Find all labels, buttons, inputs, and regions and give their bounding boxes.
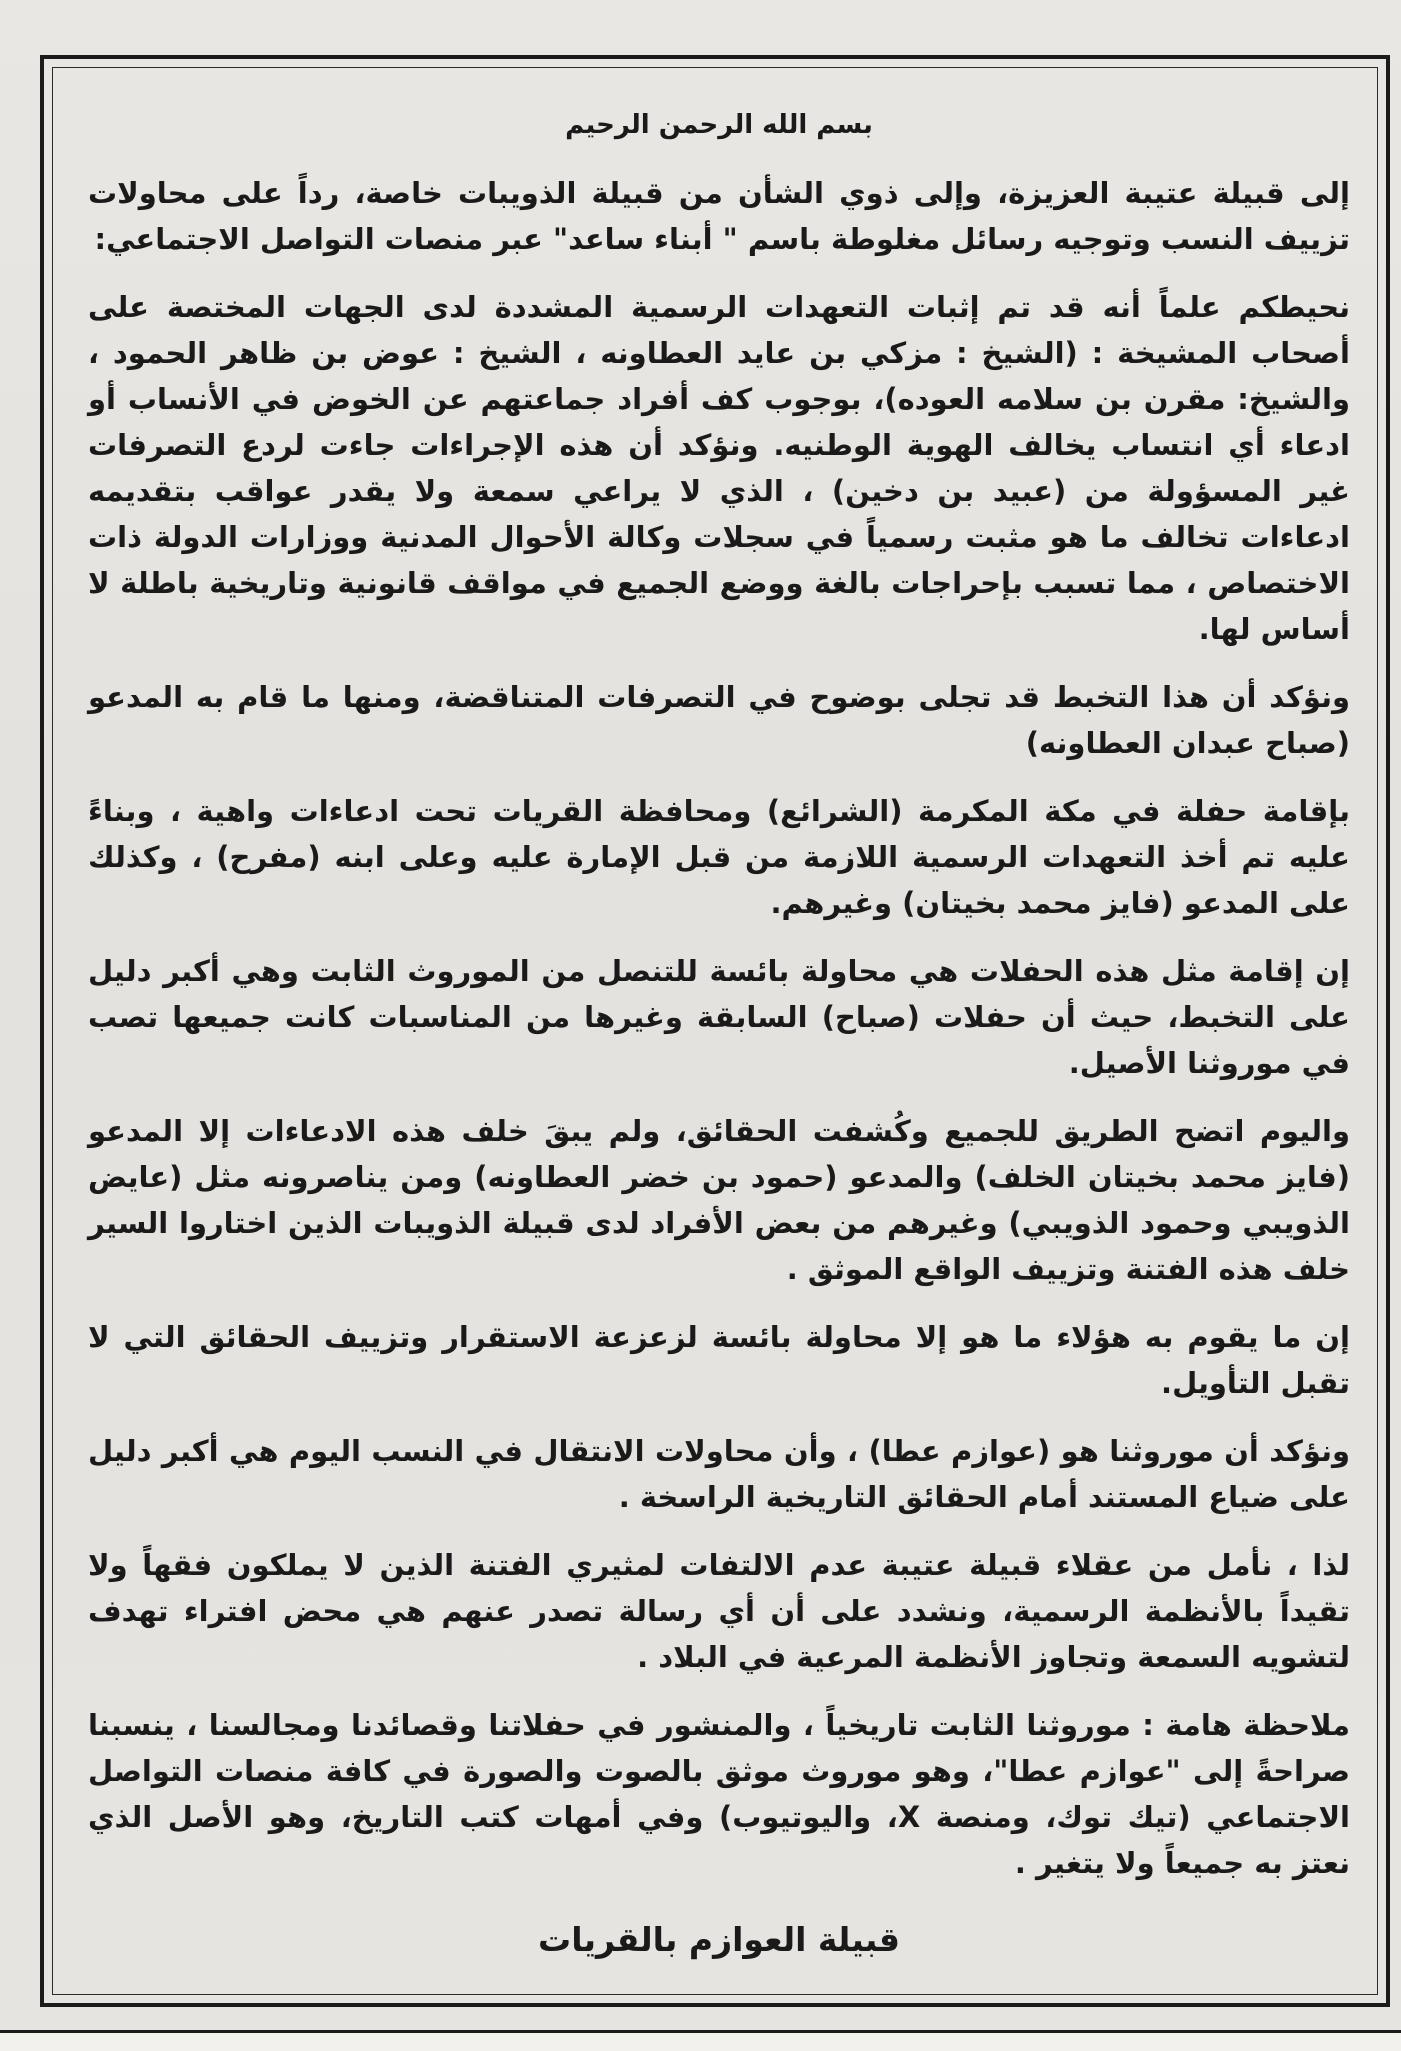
paragraph-heritage: ونؤكد أن موروثنا هو (عوازم عطا) ، وأن محاولات الانتقال في النسب اليوم هي أكبر دليل على ضياع المستند أمام الحقائق التاريخية الراسخة . (88, 1434, 1350, 1514)
basmala-heading: بسم الله الرحمن الرحيم (565, 110, 873, 140)
letter-body (88, 96, 1350, 1959)
paragraph-appeal: لذا ، نأمل من عقلاء قبيلة عتيبة عدم الالتفات لمثيري الفتنة الذين لا يملكون فقهاً ولا تقيداً بالأنظمة الرسمية، ونشدد على أن أي رسالة تصدر عنهم هي محض افتراء تهدف لتشويه السمعة وتجاوز الأنظمة المرعية في البلاد . (88, 1548, 1350, 1674)
paragraph-confusion: ونؤكد أن هذا التخبط قد تجلى بوضوح في التصرفات المتناقضة، ومنها ما قام به المدعو (صباح عبدان العطاونه) (88, 680, 1350, 760)
paragraph-destabilize: إن ما يقوم به هؤلاء ما هو إلا محاولة بائسة لزعزعة الاستقرار وتزييف الحقائق التي لا تقبل التأويل. (88, 1320, 1350, 1400)
paragraph-note: ملاحظة هامة : موروثنا الثابت تاريخياً ، والمنشور في حفلاتنا وقصائدنا ومجالسنا ، ينسبنا صراحةً إلى "عوازم عطا"، وهو موروث موثق بالصوت والصورة في كافة منصات التواصل الاجتماعي (تيك توك، ومنصة X، واليوتيوب) وفي أمهات كتب التاريخ، وهو الأصل الذي نعتز به جميعاً ولا يتغير . (88, 1708, 1350, 1880)
signature-line: قبيلة العوازم بالقريات (538, 1920, 900, 1959)
paragraph-pledges: نحيطكم علماً أنه قد تم إثبات التعهدات الرسمية المشددة لدى الجهات المختصة على أصحاب المشيخة : (الشيخ : مزكي بن عايد العطاونه ، الشيخ : عوض بن ظاهر الحمود ، والشيخ: مقرن بن سلامه العوده)، بوجوب كف أفراد جماعتهم عن الخوض في الأنساب أو ادعاء أي انتساب يخالف الهوية الوطنيه. ونؤكد أن هذه الإجراءات جاءت لردع التصرفات غير المسؤولة من (عبيد بن دخين) ، الذي لا يراعي سمعة ولا يقدر عواقب بتقديمه ادعاءات تخالف ما هو مثبت رسمياً في سجلات وكالة الأحوال المدنية ووزارات الدولة ذات الاختصاص ، مما تسبب بإحراجات بالغة ووضع الجميع في مواقف قانونية وتاريخية باطلة لا أساس لها. (88, 290, 1350, 646)
paragraph-celebrations: إن إقامة مثل هذه الحفلات هي محاولة بائسة للتنصل من الموروث الثابت وهي أكبر دليل على التخبط، حيث أن حفلات (صباح) السابقة وغيرها من المناسبات كانت جميعها تصب في موروثنا الأصيل. (88, 954, 1350, 1080)
paragraph-address: إلى قبيلة عتيبة العزيزة، وإلى ذوي الشأن من قبيلة الذويبات خاصة، رداً على محاولات تزييف النسب وتوجيه رسائل مغلوطة باسم " أبناء ساعد" عبر منصات التواصل الاجتماعي: (88, 176, 1350, 256)
paragraph-today: واليوم اتضح الطريق للجميع وكُشفت الحقائق، ولم يبقَ خلف هذه الادعاءات إلا المدعو (فايز محمد بخيتان الخلف) والمدعو (حمود بن خضر العطاونه) ومن يناصرونه مثل (عايض الذويبي وحمود الذويبي) وغيرهم من بعض الأفراد لدى قبيلة الذويبات الذين اختاروا السير خلف هذه الفتنة وتزييف الواقع الموثق . (88, 1114, 1350, 1286)
paragraph-party: بإقامة حفلة في مكة المكرمة (الشرائع) ومحافظة القريات تحت ادعاءات واهية ، وبناءً عليه تم أخذ التعهدات الرسمية اللازمة من قبل الإمارة عليه وعلى ابنه (مفرح) ، وكذلك على المدعو (فايز محمد بخيتان) وغيرهم. (88, 794, 1350, 920)
